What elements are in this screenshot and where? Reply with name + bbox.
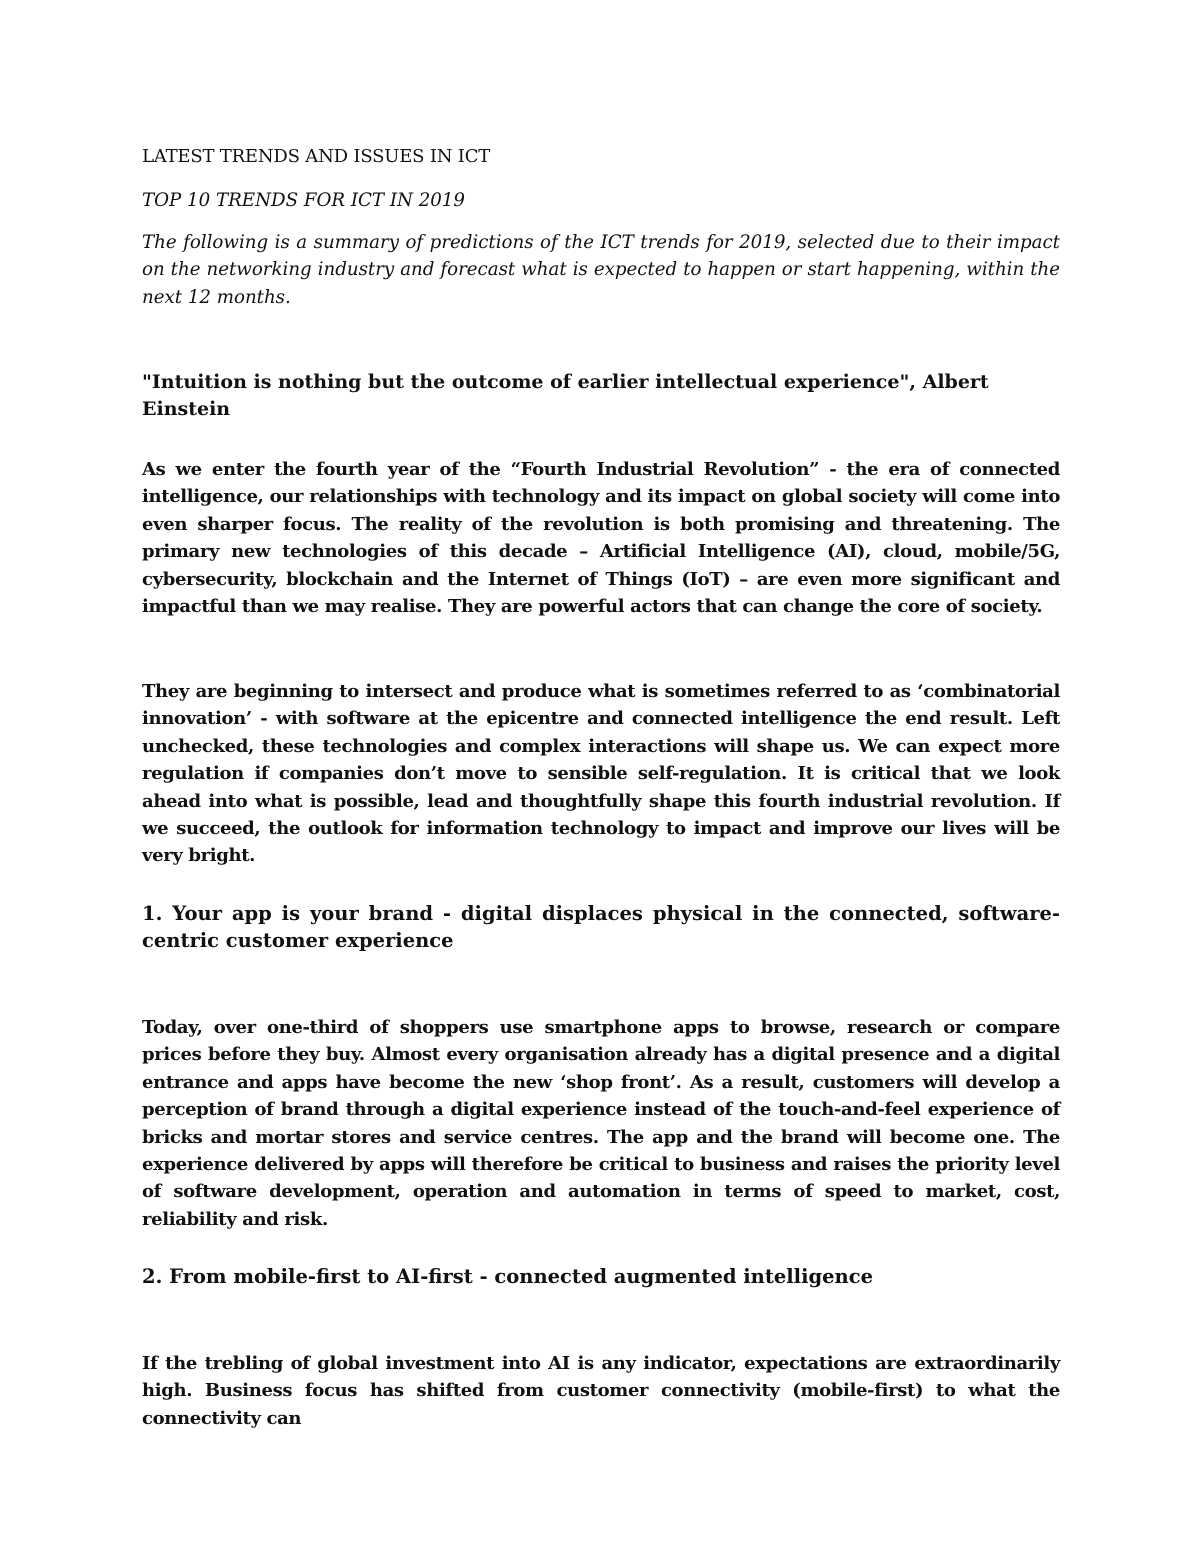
section-heading-1: 1. Your app is your brand - digital displaces physical in the connected, software-centric customer experience [142,902,1060,953]
paragraph-ai-investment: If the trebling of global investment into AI is any indicator, expectations are extraordinarily high. Business focus has shifted from customer connectivity (mobile-first) to what the connectivity can [142,1353,1060,1429]
intro-paragraph: The following is a summary of predictions of the ICT trends for 2019, selected due to their impact on the networking industry and forecast what is expected to happen or start happening, within the next 12 months. [142,232,1060,308]
document-title: LATEST TRENDS AND ISSUES IN ICT [142,146,491,167]
einstein-quote: "Intuition is nothing but the outcome of earlier intellectual experience", Albert Einstein [142,371,989,421]
section-heading-2: 2. From mobile-first to AI-first - connected augmented intelligence [142,1265,873,1288]
paragraph-fourth-industrial-revolution: As we enter the fourth year of the “Fourth Industrial Revolution” - the era of connected intelligence, our relationships with technology and its impact on global society will come into even sharper focus. The reality of the revolution is both promising and threatening. The primary new technologies of this decade – Artificial Intelligence (AI), cloud, mobile/5G, cybersecurity, blockchain and the Internet of Things (IoT) – are even more significant and impactful than we may realise. They are powerful actors that can change the core of society. [142,459,1060,618]
paragraph-app-brand: Today, over one-third of shoppers use smartphone apps to browse, research or compare prices before they buy. Almost every organisation already has a digital presence and a digital entrance and apps have become the new ‘shop front’. As a result, customers will develop a perception of brand through a digital experience instead of the touch-and-feel experience of bricks and mortar stores and service centres. The app and the brand will become one. The experience delivered by apps will therefore be critical to business and raises the priority level of software development, operation and automation in terms of speed to market, cost, reliability and risk. [142,1017,1060,1230]
document-subtitle: TOP 10 TRENDS FOR ICT IN 2019 [142,190,466,211]
paragraph-combinatorial-innovation: They are beginning to intersect and produce what is sometimes referred to as ‘combinatorial innovation’ - with software at the epicentre and connected intelligence the end result. Left unchecked, these technologies and complex interactions will shape us. We can expect more regulation if companies don’t move to sensible self-regulation. It is critical that we look ahead into what is possible, lead and thoughtfully shape this fourth industrial revolution. If we succeed, the outlook for information technology to impact and improve our lives will be very bright. [142,681,1060,867]
